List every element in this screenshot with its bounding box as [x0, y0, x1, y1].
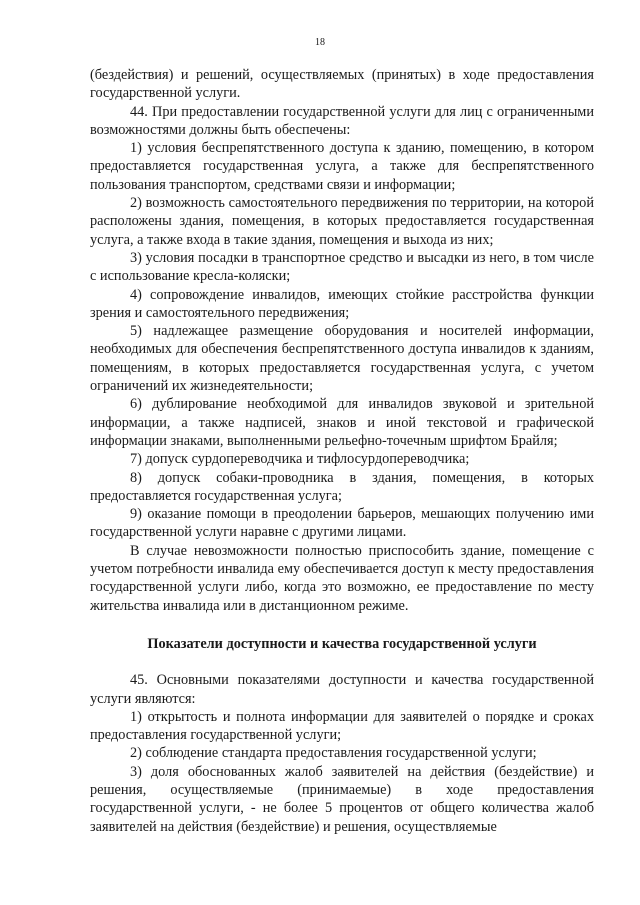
list-item: 3) условия посадки в транспортное средство и высадки из него, в том числе с использование кресла-коляски; — [90, 249, 594, 285]
list-item: 7) допуск сурдопереводчика и тифлосурдопереводчика; — [130, 451, 470, 468]
paragraph: 45. Основными показателями доступности и качества государственной услуги являются: — [90, 672, 594, 707]
section-heading: Показатели доступности и качества государственной услуги — [147, 635, 537, 652]
list-item: 9) оказание помощи в преодолении барьеров, мешающих получению ими государственной услуги наравне с другими лицами. — [90, 506, 594, 541]
list-item: 2) возможность самостоятельного передвижения по территории, на которой расположены здания, помещения, в которых предоставляется государственная услуга, а также входа в такие здания, помещения и выхода из них; — [90, 195, 594, 248]
paragraph: (бездействия) и решений, осуществляемых (принятых) в ходе предоставления государственной услуги. — [90, 67, 594, 102]
paragraph: В случае невозможности полностью приспособить здание, помещение с учетом потребности инвалида ему обеспечивается доступ к месту предоставления государственной услуги либо, когда это возможно, ее предоставление по месту жительства инвалида или в дистанционном режиме. — [90, 542, 594, 614]
page-number: 18 — [315, 37, 325, 48]
list-item: 8) допуск собаки-проводника в здания, помещения, в которых предоставляется государственная услуга; — [90, 469, 594, 504]
list-item: 1) открытость и полнота информации для заявителей о порядке и сроках предоставления государственной услуги; — [90, 708, 594, 744]
document-body — [90, 66, 594, 836]
list-item: 4) сопровождение инвалидов, имеющих стойкие расстройства функции зрения и самостоятельного передвижения; — [90, 286, 594, 321]
list-item: 2) соблюдение стандарта предоставления государственной услуги; — [130, 745, 537, 762]
list-item: 1) условия беспрепятственного доступа к зданию, помещению, в котором предоставляется государственная услуга, а также для беспрепятственного пользования транспортом, средствами связи и информации; — [90, 140, 594, 193]
paragraph: 44. При предоставлении государственной услуги для лиц с ограниченными возможностями должны быть обеспечены: — [90, 103, 594, 138]
list-item: 3) доля обоснованных жалоб заявителей на действия (бездействие) и решения, осуществляемые (принимаемые) в ходе предоставления государственной услуги, - не более 5 процентов от общего количества жалоб заявителей на действия (бездействие) и решения, осуществляемые — [90, 763, 594, 835]
list-item: 5) надлежащее размещение оборудования и носителей информации, необходимых для обеспечения беспрепятственного доступа инвалидов к зданиям, помещениям, в которых предоставляется государственная услуга, с учетом ограничений их жизнедеятельности; — [90, 323, 594, 395]
list-item: 6) дублирование необходимой для инвалидов звуковой и зрительной информации, а также надписей, знаков и иной текстовой и графической информации знаками, выполненными рельефно-точечным шрифтом Брайля; — [90, 396, 594, 449]
